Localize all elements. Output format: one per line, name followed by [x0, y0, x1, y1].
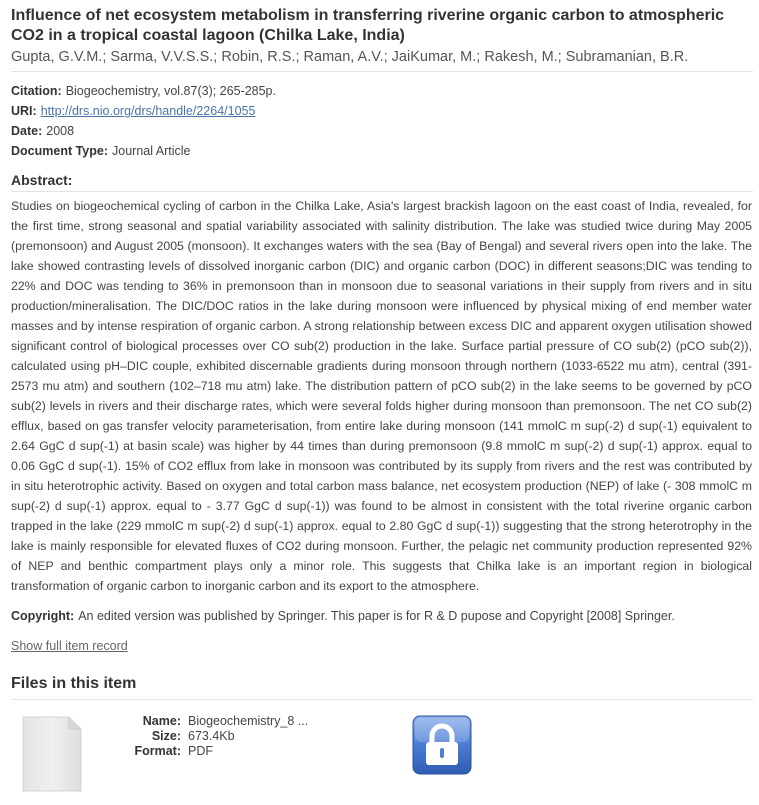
file-format-row	[121, 744, 308, 759]
date-value: 2008	[46, 124, 75, 138]
show-full-record-link[interactable]: Show full item record	[11, 639, 128, 653]
uri-label: URI:	[11, 104, 37, 118]
file-name-row	[121, 714, 308, 729]
file-item	[11, 715, 753, 805]
abstract-heading: Abstract:	[11, 171, 753, 192]
copyright-text: An edited version was published by Springer. This paper is for R & D pupose and Copyright [2008] Springer.	[78, 609, 675, 623]
item-authors: Gupta, G.V.M.; Sarma, V.V.S.S.; Robin, R.S.; Raman, A.V.; JaiKumar, M.; Rakesh, M.; Subramanian, B.R.	[11, 47, 753, 72]
citation-row	[11, 81, 753, 101]
file-size-label: Size:	[151, 729, 181, 743]
doctype-row	[11, 141, 753, 161]
file-metadata	[121, 714, 308, 759]
file-name-label: Name:	[142, 714, 181, 728]
doctype-value: Journal Article	[112, 144, 191, 158]
files-heading: Files in this item	[11, 674, 753, 700]
citation-value: Biogeochemistry, vol.87(3); 265-285p.	[65, 84, 276, 98]
metadata-section	[11, 81, 753, 161]
copyright-label: Copyright:	[11, 609, 75, 623]
date-label: Date:	[11, 124, 43, 138]
file-size-value: 673.4Kb	[188, 729, 235, 743]
padlock-icon[interactable]	[412, 715, 472, 775]
file-format-label: Format:	[134, 744, 181, 758]
uri-link[interactable]: http://drs.nio.org/drs/handle/2264/1055	[40, 104, 256, 118]
abstract-text: Studies on biogeochemical cycling of carbon in the Chilka Lake, Asia's largest brackish lagoon on the east coast of India, revealed, for the first time, strong seasonal and spatial variability associated with salinity distribution. The lake was studied twice during May 2005 (premonsoon) and August 2005 (monsoon). It exchanges waters with the sea (Bay of Bengal) and several rivers open into the lake. The lake showed contrasting levels of dissolved inorganic carbon (DIC) and organic carbon (DOC) in different seasons;DIC was tending to 22% and DOC was tending to 36% in premonsoon than in monsoon due to seasonal variations in their supply from rivers and in situ production/mineralisation. The DIC/DOC ratios in the lake during monsoon were influenced by physical mixing of end member water masses and by intense respiration of organic carbon. A strong relationship between excess DIC and apparent oxygen utilisation showed significant control of biological processes over CO sub(2) production in the lake. Surface partial pressure of CO sub(2) (pCO sub(2)), calculated using pH–DIC couple, exhibited discernable gradients during monsoon through northern (1033-6522 mu atm), central (391-2573 mu atm) and southern (102–718 mu atm) lake. The distribution pattern of pCO sub(2) in the lake seems to be governed by pCO sub(2) levels in rivers and their discharge rates, which were several folds higher during monsoon than premonsoon. The net CO sub(2) efflux, based on gas transfer velocity parameterisation, from entire lake during monsoon (141 mmolC m sup(-2) d sup(-1) equivalent to 2.64 GgC d sup(-1) at basin scale) was higher by 44 times than during premonsoon (9.8 mmolC m sup(-2) d sup(-1) approx. equal to 0.06 GgC d sup(-1). 15% of CO2 efflux from lake in monsoon was contributed by its supply from rivers and the rest was contributed by in situ heterotrophic activity. Based on oxygen and total carbon mass balance, net ecosystem production (NEP) of lake (- 308 mmolC m sup(-2) d sup(-1) approx. equal to - 3.77 GgC d sup(-1)) was found to be almost in consistent with the total riverine organic carbon trapped in the lake (229 mmolC m sup(-2) d sup(-1) approx. equal to 2.80 GgC d sup(-1)) suggesting that the strong heterotrophy in the lake is mainly responsible for elevated fluxes of CO2 during monsoon. Further, the pelagic net community production represented 92% of NEP and benthic compartment plays only a minor role. This suggests that Chilka lake is an important region in biological transformation of organic carbon to inorganic carbon and its export to the atmosphere.	[11, 199, 752, 593]
file-name-value: Biogeochemistry_8 ...	[188, 714, 309, 728]
date-row	[11, 121, 753, 141]
copyright-row	[11, 606, 753, 626]
citation-label: Citation:	[11, 84, 62, 98]
file-size-row	[121, 729, 308, 744]
file-format-value: PDF	[188, 744, 213, 758]
uri-row	[11, 101, 753, 121]
item-title: Influence of net ecosystem metabolism in transferring riverine organic carbon to atmospheric CO2 in a tropical coastal lagoon (Chilka Lake, India)	[11, 7, 725, 44]
document-thumbnail-icon[interactable]	[21, 715, 83, 793]
doctype-label: Document Type:	[11, 144, 108, 158]
